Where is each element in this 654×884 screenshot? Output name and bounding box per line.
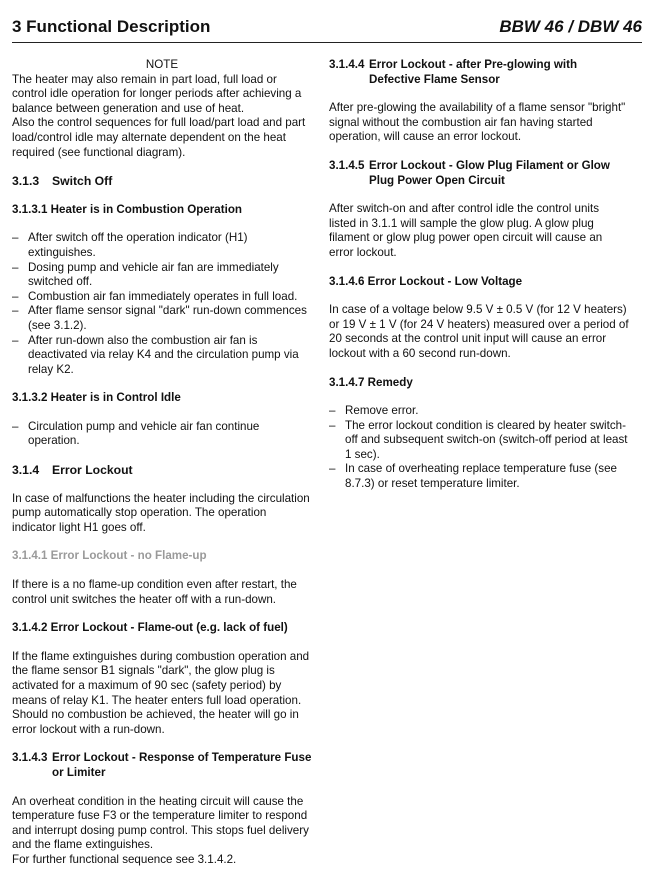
list-item: – After flame sensor signal "dark" run-down commences (see 3.1.2). — [12, 304, 312, 333]
list-3-1-3-2 — [12, 420, 312, 449]
heading-3-1-4 — [12, 463, 312, 478]
note-paragraph-2: Also the control sequences for full load/part load and part load/control idle may alternate dependent on the heat required (see functional diagram). — [12, 116, 306, 159]
heading-3-1-4-7: 3.1.4.7 Remedy — [329, 375, 413, 389]
header-rule — [12, 42, 642, 43]
paragraph-3-1-4-6: In case of a voltage below 9.5 V ± 0.5 V (for 12 V heaters) or 19 V ± 1 V (for 24 V heaters) measured over a period of 20 seconds at the control unit input will cause an error lockout with a 60 second run-down. — [329, 303, 629, 360]
heading-3-1-3-1: 3.1.3.1 Heater is in Combustion Operation — [12, 202, 242, 216]
paragraph-3-1-4-5: After switch-on and after control idle the control units listed in 3.1.1 will sample the glow plug. A glow plug filament or glow plug power open circuit will cause an error lockout. — [329, 202, 603, 259]
list-item: – After switch off the operation indicator (H1) extinguishes. — [12, 231, 312, 260]
heading-3-1-4-3 — [12, 751, 312, 780]
list-item: – In case of overheating replace temperature fuse (see 8.7.3) or reset temperature limiter. — [329, 462, 629, 491]
paragraph-3-1-4: In case of malfunctions the heater including the circulation pump automatically stop operation. The operation indicator light H1 goes off. — [12, 491, 310, 534]
list-3-1-3-1 — [12, 231, 312, 377]
heading-3-1-4-5 — [329, 159, 629, 188]
heading-text: Switch Off — [52, 174, 113, 189]
heading-number: 3.1.4.4 — [329, 58, 365, 71]
note-paragraph-1: The heater may also remain in part load, full load or control idle operation for longer periods after achieving a balance between generation and use of heat. — [12, 72, 302, 115]
list-item: – After run-down also the combustion air fan is deactivated via relay K4 and the circulation pump via relay K2. — [12, 334, 312, 378]
list-item: – Combustion air fan immediately operates in full load. — [12, 290, 312, 305]
heading-3-1-4-1: 3.1.4.1 Error Lockout - no Flame-up — [12, 549, 207, 563]
heading-text: Error Lockout - Response of Temperature Fuse or Limiter — [52, 751, 312, 779]
list-item: – The error lockout condition is cleared by heater switch-off and subsequent switch-on (switch-off period at least 1 sec). — [329, 419, 629, 463]
heading-3-1-4-4 — [329, 58, 629, 87]
section-title: 3 Functional Description — [12, 17, 211, 36]
page-header — [12, 17, 642, 43]
heading-number: 3.1.4 — [12, 463, 40, 478]
left-column — [12, 58, 312, 882]
list-3-1-4-7 — [329, 404, 629, 492]
model-name: BBW 46 / DBW 46 — [499, 17, 642, 36]
paragraph-3-1-4-3: An overheat condition in the heating circuit will cause the temperature fuse F3 or the temperature limiter to respond and interrupt dosing pump control. This stops fuel delivery and the flame extinguishes. — [12, 794, 309, 852]
paragraph-3-1-4-3-ref: For further functional sequence see 3.1.4.2. — [12, 852, 237, 866]
heading-number: 3.1.4.3 — [12, 751, 48, 765]
heading-number: 3.1.3 — [12, 174, 40, 189]
heading-number: 3.1.4.5 — [329, 158, 365, 172]
paragraph-3-1-4-1: If there is a no flame-up condition even after restart, the control unit switches the heater off with a run-down. — [12, 578, 297, 606]
list-item: – Circulation pump and vehicle air fan continue operation. — [12, 420, 312, 449]
paragraph-3-1-4-4: After pre-glowing the availability of a flame sensor "bright" signal without the combustion air fan having started operation, will cause an error lockout. — [329, 101, 626, 144]
list-item: – Dosing pump and vehicle air fan are immediately switched off. — [12, 261, 312, 290]
heading-3-1-3 — [12, 174, 312, 189]
paragraph-3-1-4-2: If the flame extinguishes during combustion operation and the flame sensor B1 signals "dark", the glow plug is activated for a maximum of 90 sec (safety period) by means of relay K1. The heater enters full load operation. Should no combustion be achieved, the heater will go in error lockout with a run-down. — [12, 649, 310, 736]
heading-text: Error Lockout — [52, 463, 133, 478]
heading-3-1-4-6: 3.1.4.6 Error Lockout - Low Voltage — [329, 274, 523, 288]
right-column — [329, 58, 629, 506]
heading-3-1-3-2: 3.1.3.2 Heater is in Control Idle — [12, 391, 181, 405]
heading-3-1-4-2: 3.1.4.2 Error Lockout - Flame-out (e.g. lack of fuel) — [12, 621, 288, 635]
note-title: NOTE — [145, 58, 179, 71]
heading-text: Error Lockout - after Pre-glowing with Defective Flame Sensor — [369, 58, 578, 86]
list-item: – Remove error. — [329, 404, 629, 419]
heading-text: Error Lockout - Glow Plug Filament or Glow Plug Power Open Circuit — [369, 158, 610, 187]
